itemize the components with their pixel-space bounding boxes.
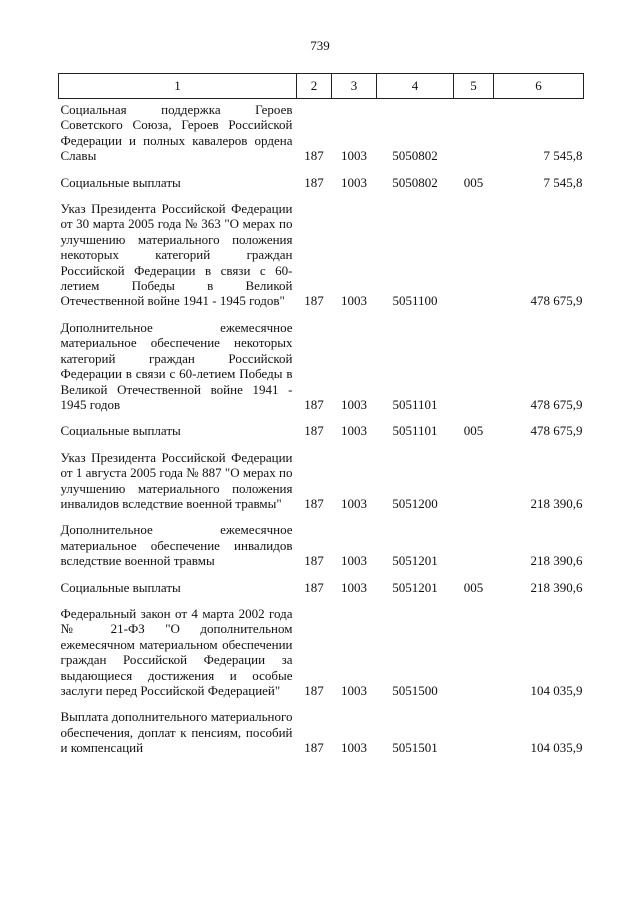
row-section-code: 1003	[341, 423, 367, 439]
table-row	[59, 522, 584, 579]
row-expense-type	[454, 522, 494, 579]
row-admin-code: 187	[304, 174, 324, 190]
row-amount: 104 035,9	[530, 740, 583, 756]
row-name: Дополнительное ежемесячное материальное обеспечение инвалидов вследствие военной травмы	[60, 522, 293, 569]
row-amount: 218 390,6	[530, 495, 583, 511]
row-amount: 218 390,6	[530, 579, 583, 595]
row-amount: 478 675,9	[530, 293, 583, 309]
header-col-4: 4	[377, 74, 454, 99]
header-col-2: 2	[297, 74, 332, 99]
row-admin-code: 187	[304, 683, 324, 698]
row-expense-type	[454, 201, 494, 320]
row-expense-type	[454, 320, 494, 423]
row-amount: 7 545,8	[543, 174, 583, 190]
budget-table	[58, 73, 584, 767]
row-amount: 104 035,9	[530, 683, 583, 698]
table-row	[59, 175, 584, 201]
row-admin-code: 187	[304, 579, 324, 595]
row-name: Указ Президента Российской Федерации от 1 августа 2005 года № 887 "О мерах по улучшению материального положения инвалидов вследствие военной травмы"	[60, 449, 293, 511]
header-col-6: 6	[494, 74, 584, 99]
row-admin-code: 187	[304, 553, 324, 569]
row-target-code: 5051101	[392, 423, 438, 439]
row-target-code: 5051200	[392, 495, 438, 511]
row-admin-code: 187	[304, 148, 324, 164]
row-section-code: 1003	[341, 148, 367, 164]
row-expense-type	[454, 709, 494, 766]
table-body	[59, 99, 584, 767]
row-admin-code: 187	[304, 740, 324, 756]
header-row	[59, 74, 584, 99]
row-target-code: 5051201	[392, 553, 438, 569]
row-amount: 7 545,8	[543, 148, 583, 164]
row-admin-code: 187	[304, 495, 324, 511]
row-section-code: 1003	[341, 396, 367, 412]
row-amount: 478 675,9	[530, 423, 583, 439]
table-row	[59, 709, 584, 766]
row-name: Указ Президента Российской Федерации от 30 марта 2005 года № 363 "О мерах по улучшению материального положения некоторых категорий граждан Российской Федерации в связи с 60-летием Победы в Великой Отечественной войне 1941 - 1945 годов"	[60, 201, 293, 309]
row-name: Федеральный закон от 4 марта 2002 года № 21-ФЗ "О дополнительном ежемесячном материальном обеспечении граждан Российской Федерации за выдающиеся достижения и особые заслуги перед Российской Федерацией"	[60, 605, 293, 698]
row-expense-type	[454, 99, 494, 175]
table-row	[59, 450, 584, 523]
table-row	[59, 320, 584, 423]
row-name: Социальные выплаты	[60, 423, 181, 439]
row-name: Социальные выплаты	[60, 579, 181, 595]
row-name: Дополнительное ежемесячное материальное обеспечение некоторых категорий граждан Российской Федерации в связи с 60-летием Победы в Великой Отечественной войне 1941 - 1945 годов	[60, 319, 293, 412]
row-admin-code: 187	[304, 423, 324, 439]
page-number: 739	[310, 38, 330, 53]
table-row	[59, 423, 584, 449]
row-admin-code: 187	[304, 293, 324, 309]
row-target-code: 5050802	[392, 148, 438, 164]
row-target-code: 5051201	[392, 579, 438, 595]
row-section-code: 1003	[341, 293, 367, 309]
row-expense-type	[454, 606, 494, 709]
row-target-code: 5051500	[392, 683, 438, 698]
row-amount: 478 675,9	[530, 396, 583, 412]
row-section-code: 1003	[341, 174, 367, 190]
row-expense-type	[454, 450, 494, 523]
header-col-5: 5	[454, 74, 494, 99]
row-section-code: 1003	[341, 495, 367, 511]
row-expense-type: 005	[463, 174, 484, 190]
row-section-code: 1003	[341, 553, 367, 569]
row-section-code: 1003	[341, 579, 367, 595]
table-row	[59, 580, 584, 606]
row-expense-type: 005	[463, 579, 484, 595]
row-name: Социальная поддержка Героев Советского Союза, Героев Российской Федерации и полных кавалеров ордена Славы	[60, 102, 293, 164]
row-expense-type: 005	[463, 423, 484, 439]
row-target-code: 5051100	[392, 293, 438, 309]
table-row	[59, 201, 584, 320]
row-section-code: 1003	[341, 740, 367, 756]
header-col-3: 3	[332, 74, 377, 99]
table-row	[59, 99, 584, 175]
row-target-code: 5051101	[392, 396, 438, 412]
table-header	[59, 74, 584, 99]
row-name: Социальные выплаты	[60, 174, 181, 190]
row-section-code: 1003	[341, 683, 367, 698]
header-col-1: 1	[59, 74, 297, 99]
row-amount: 218 390,6	[530, 553, 583, 569]
row-admin-code: 187	[304, 396, 324, 412]
row-target-code: 5050802	[392, 174, 438, 190]
table-row	[59, 606, 584, 709]
row-name: Выплата дополнительного материального обеспечения, доплат к пенсиям, пособий и компенсаций	[60, 709, 293, 756]
row-target-code: 5051501	[392, 740, 438, 756]
